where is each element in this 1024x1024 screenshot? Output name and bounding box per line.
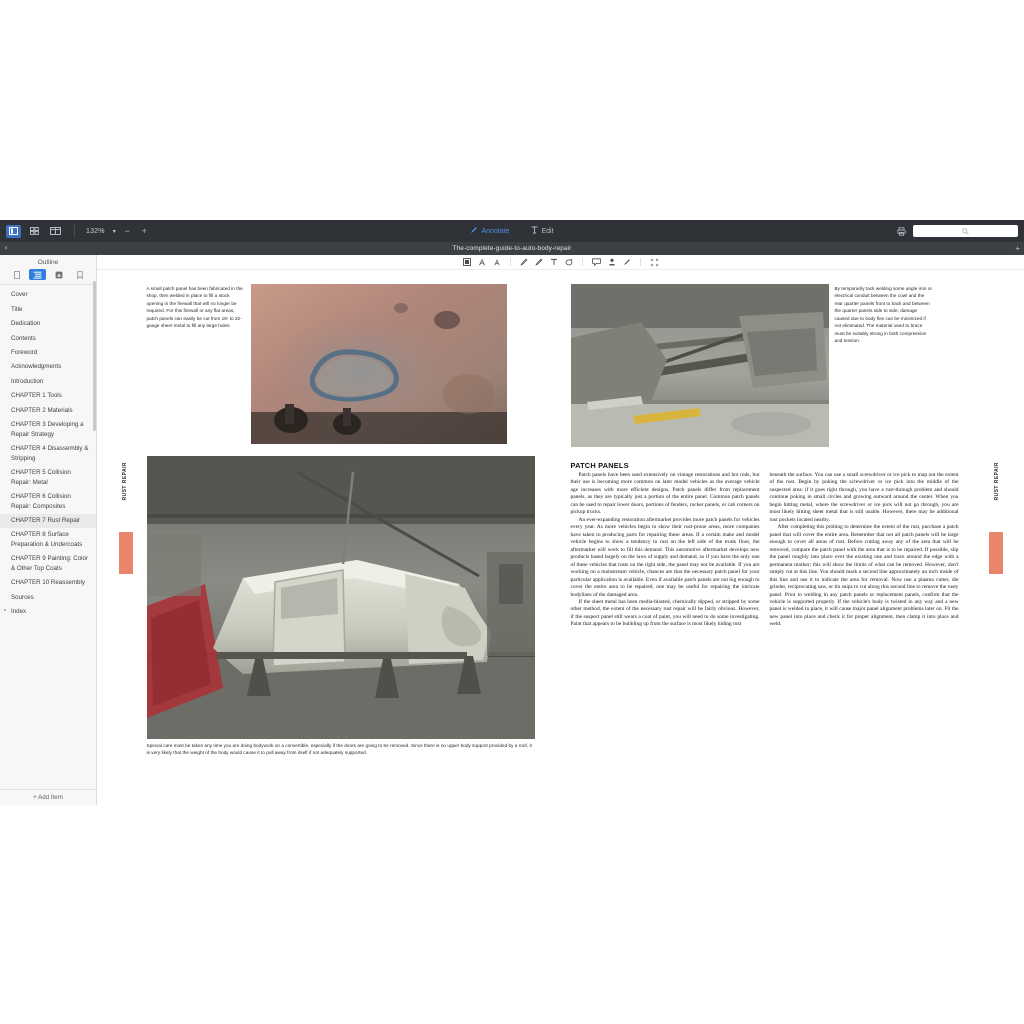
bold-text-tool-icon[interactable] <box>478 258 486 266</box>
annotation-group-draw <box>520 258 573 266</box>
grid-view-icon[interactable] <box>27 225 42 238</box>
right-page-side-tab-label: RUST REPAIR <box>993 462 1000 501</box>
sidebar-item-chapter-1-tools[interactable]: CHAPTER 1 Tools <box>11 392 62 400</box>
stamp-tool-icon[interactable] <box>608 258 616 266</box>
single-page-view-icon[interactable] <box>6 225 21 238</box>
sidebar-item-chapter-9-painting-color-other-top-coats[interactable]: CHAPTER 9 Painting: Color & Other Top Coats <box>11 555 89 572</box>
annotation-divider-2 <box>582 258 583 266</box>
pencil-tool-icon[interactable] <box>520 258 528 266</box>
sidebar-item-chapter-7-rust-repair[interactable]: CHAPTER 7 Rust Repair <box>0 514 96 528</box>
sidebar-item-foreword[interactable]: Foreword <box>11 348 38 356</box>
toolbar-right-group <box>897 225 1018 237</box>
crop-tool-icon[interactable] <box>650 258 659 267</box>
paragraph: beneath the surface. You can use a small screwdriver or ice pick to map out the extent of the rust. Begin by poking the screwdriver or ice pick into the middle of the suspected area: if it goes right through, you have a rust-through problem and should continue poking in small circles and growing outward around the center. When you begin hitting metal, where the screwdriver or ice pick will not go through, you are most likely hitting sheet metal that is still usable. However, there may be additional rust pockets located nearby. <box>769 472 959 523</box>
right-top-caption: By temporarily tack welding some angle iron or electrical conduit between the cowl and the rear quarter panels front to back and between the quarter panels side to side, damage caused due to body flex can be minimized if not eliminated. The material used to brace must be suitably strong in both compression and tension. <box>834 286 933 344</box>
annotation-divider-3 <box>640 258 641 266</box>
sidebar-item-outline[interactable] <box>29 269 46 280</box>
right-page-side-tab-marker <box>989 532 1003 574</box>
pdf-reader-window <box>0 220 1024 805</box>
annotation-divider <box>510 258 511 266</box>
document-page-right <box>561 277 1011 797</box>
text-cursor-icon <box>531 226 538 236</box>
chassis-bracing-photo <box>571 284 829 447</box>
sidebar-item-chapter-10-reassembly[interactable]: CHAPTER 10 Reassembly <box>11 579 85 587</box>
sidebar-item-annotations[interactable] <box>50 269 67 280</box>
sidebar-item-thumbnails[interactable] <box>8 269 25 280</box>
sidebar-item-cover[interactable]: Cover <box>11 291 28 299</box>
sidebar-panel <box>0 255 97 805</box>
left-page-side-tab-marker <box>119 532 133 574</box>
annotation-toolbar <box>97 255 1024 270</box>
text-style-tool-icon[interactable] <box>493 258 501 266</box>
new-tab-icon[interactable]: + <box>1015 244 1020 253</box>
sidebar-item-chapter-4-disassembly-stripping[interactable]: CHAPTER 4 Disassembly & Stripping <box>11 444 89 462</box>
section-heading: PATCH PANELS <box>570 461 629 470</box>
right-page-top-row <box>571 284 975 447</box>
toolbar-divider <box>74 225 75 237</box>
edit-mode-button[interactable] <box>531 226 553 236</box>
annotate-label: Annotate <box>481 227 510 235</box>
sidebar-item-chapter-5-collision-repair-metal[interactable]: CHAPTER 5 Collision Repair: Metal <box>11 468 71 486</box>
sidebar-item-acknowledgments[interactable]: Acknowledgments <box>11 363 62 371</box>
marker-tool-icon[interactable] <box>623 258 631 266</box>
text-box-tool-icon[interactable] <box>550 258 558 266</box>
convertible-body-shell-photo <box>147 456 535 739</box>
two-page-spread-icon[interactable] <box>48 225 63 238</box>
search-input[interactable] <box>913 225 1018 237</box>
paragraph: Patch panels have been used extensively on vintage restorations and hot rods, but their use is becoming more common on later model vehicles as the average vehicle age increases with more efficient designs. Patch panels differ from replacement panels, as they are typically just a portion of the entire panel. Common patch panels can be used to repair lower doors, portions of fenders, rocker panels, or cab corners on pickup trucks. <box>570 472 760 516</box>
sidebar-item-bookmarks[interactable] <box>71 269 88 280</box>
document-viewer <box>97 255 1024 805</box>
body-column-1 <box>571 472 760 629</box>
page-spread <box>97 270 1024 805</box>
paragraph: After completing this probing to determine the extent of the rust, purchase a patch panel that will cover the entire area. Remember that not all patch panels will be large enough to cover all areas of rust. Before cutting away any of the area that will be removed, compare the patch panel with the area that is to be repaired. If possible, slip the panel roughly into place over the existing one and trace around the edge with a permanent marker; this will show the limits of what can be removed. However, don't simply cut at this line. You should mark a second line approximately an inch inside of this line and use it to indicate the area for removal. Now use a plasma cutter, die grinder, reciprocating saw, or tin snips to cut along this second line to remove the rusty panel. Prior to welding in any patch panels or replacement panels, confirm that the vehicle is supported properly. If the vehicle's body is twisted in any way and a new panel is welded in place, it will cause major panel alignment problems later on. Fit the new panel into place and check it for proper alignment, then clamp it into place and weld. <box>769 524 959 628</box>
left-page-side-tab-label: RUST REPAIR <box>121 462 128 501</box>
edit-label: Edit <box>541 227 554 235</box>
zoom-out-button[interactable]: − <box>124 226 130 236</box>
print-icon[interactable] <box>897 227 906 236</box>
page-bottom-blank <box>0 805 1024 1024</box>
sidebar-item-introduction[interactable]: Introduction <box>11 377 44 385</box>
add-item-button[interactable]: + Add Item <box>0 789 96 805</box>
outline-list[interactable] <box>0 285 96 789</box>
body-column-2 <box>770 472 959 629</box>
highlight-tool-icon[interactable] <box>463 258 471 266</box>
sidebar-item-dedication[interactable]: Dedication <box>11 320 41 328</box>
sidebar-item-contents[interactable]: Contents <box>11 334 36 342</box>
close-tab-icon[interactable]: × <box>4 245 8 252</box>
toolbar-mode-group <box>0 226 1024 236</box>
left-bottom-caption: Special care must be taken any time you are doing bodywork on a convertible, especially if the doors are going to be removed. Since there is no upper body support provided by a roof, it is very likely that the weight of the body would cause it to pull away from itself if not adequately supported. <box>146 742 532 755</box>
annotation-group-notes <box>592 258 631 266</box>
sidebar-item-index[interactable]: ▸ Index <box>0 605 96 619</box>
sidebar-title: Outline <box>37 259 59 266</box>
sidebar-item-chapter-3-developing-a-repair-strategy[interactable]: CHAPTER 3 Developing a Repair Strategy <box>11 420 84 438</box>
sidebar-item-chapter-6-collision-repair-composites[interactable]: CHAPTER 6 Collision Repair: Composites <box>11 492 71 510</box>
chevron-down-icon[interactable]: ▾ <box>112 228 116 235</box>
paragraph: An ever-expanding restoration aftermarket provides more patch panels for vehicles every year. As more vehicles begin to show their rust-prone areas, more companies have taken to producing parts for repairing these areas. If a certain make and model vehicle begins to show a tendency to rust on the left side of the trunk floor, the aftermarket will work to fill this demand. This automotive aftermarket develops new products based largely on the laws of supply and demand, so if you have the only one of these vehicles that rusts on the right side, the panel may not be available. If you are working on a mainstream vehicle, chances are that the necessary patch panel for your particular application is available. Even if available patch panels are not big enough to cover the entire area to be repaired, one may be useful for repairing the intricate bodylines of the damaged area. <box>570 516 760 598</box>
left-top-caption: A small patch panel has been fabricated in the shop, then welded in place to fill a stock opening in the firewall that will no longer be required. For this firewall or any flat areas, patch panels can easily be cut from 18- to 22-gauge sheet metal to fill any large holes. <box>146 286 243 329</box>
pen-tool-icon[interactable] <box>535 258 543 266</box>
body-columns <box>571 472 975 629</box>
note-tool-icon[interactable] <box>592 258 601 266</box>
sidebar-item-title[interactable]: Title <box>11 305 23 313</box>
paragraph: If the sheet metal has been media-blasted, chemically dipped, or stripped by some other method, the extent of the necessary rust repair will be fairly obvious. However, if the suspect panel still wears a coat of paint, you will need to do some investigating. Paint that appears to be bubbling up from the surface is most likely hiding rust <box>570 598 760 628</box>
toolbar-left-group <box>6 225 150 238</box>
annotation-group-text <box>463 258 501 266</box>
search-icon <box>962 222 969 240</box>
sidebar-scrollbar[interactable] <box>93 281 96 431</box>
pen-icon <box>470 226 478 236</box>
sidebar-item-chapter-8-surface-preparation-undercoats[interactable]: CHAPTER 8 Surface Preparation & Undercoats <box>11 531 83 548</box>
sidebar-item-sources[interactable]: Sources <box>11 593 34 601</box>
sidebar-item-chapter-2-materials[interactable]: CHAPTER 2 Materials <box>11 406 73 414</box>
annotate-mode-button[interactable] <box>470 226 509 236</box>
firewall-patch-panel-photo <box>251 284 507 444</box>
document-page-left <box>111 277 561 797</box>
document-tab-bar <box>0 242 1024 255</box>
zoom-in-button[interactable]: + <box>141 226 147 236</box>
zoom-level-value[interactable]: 132% <box>86 227 105 235</box>
left-page-top-row <box>147 284 551 444</box>
window-body <box>0 255 1024 805</box>
sidebar-tab-strip <box>0 269 96 285</box>
main-toolbar <box>0 220 1024 242</box>
document-tab-title[interactable]: The-complete-guide-to-auto-body-repair <box>452 245 572 252</box>
page-top-blank <box>0 0 1024 220</box>
shape-tool-icon[interactable] <box>565 258 573 266</box>
